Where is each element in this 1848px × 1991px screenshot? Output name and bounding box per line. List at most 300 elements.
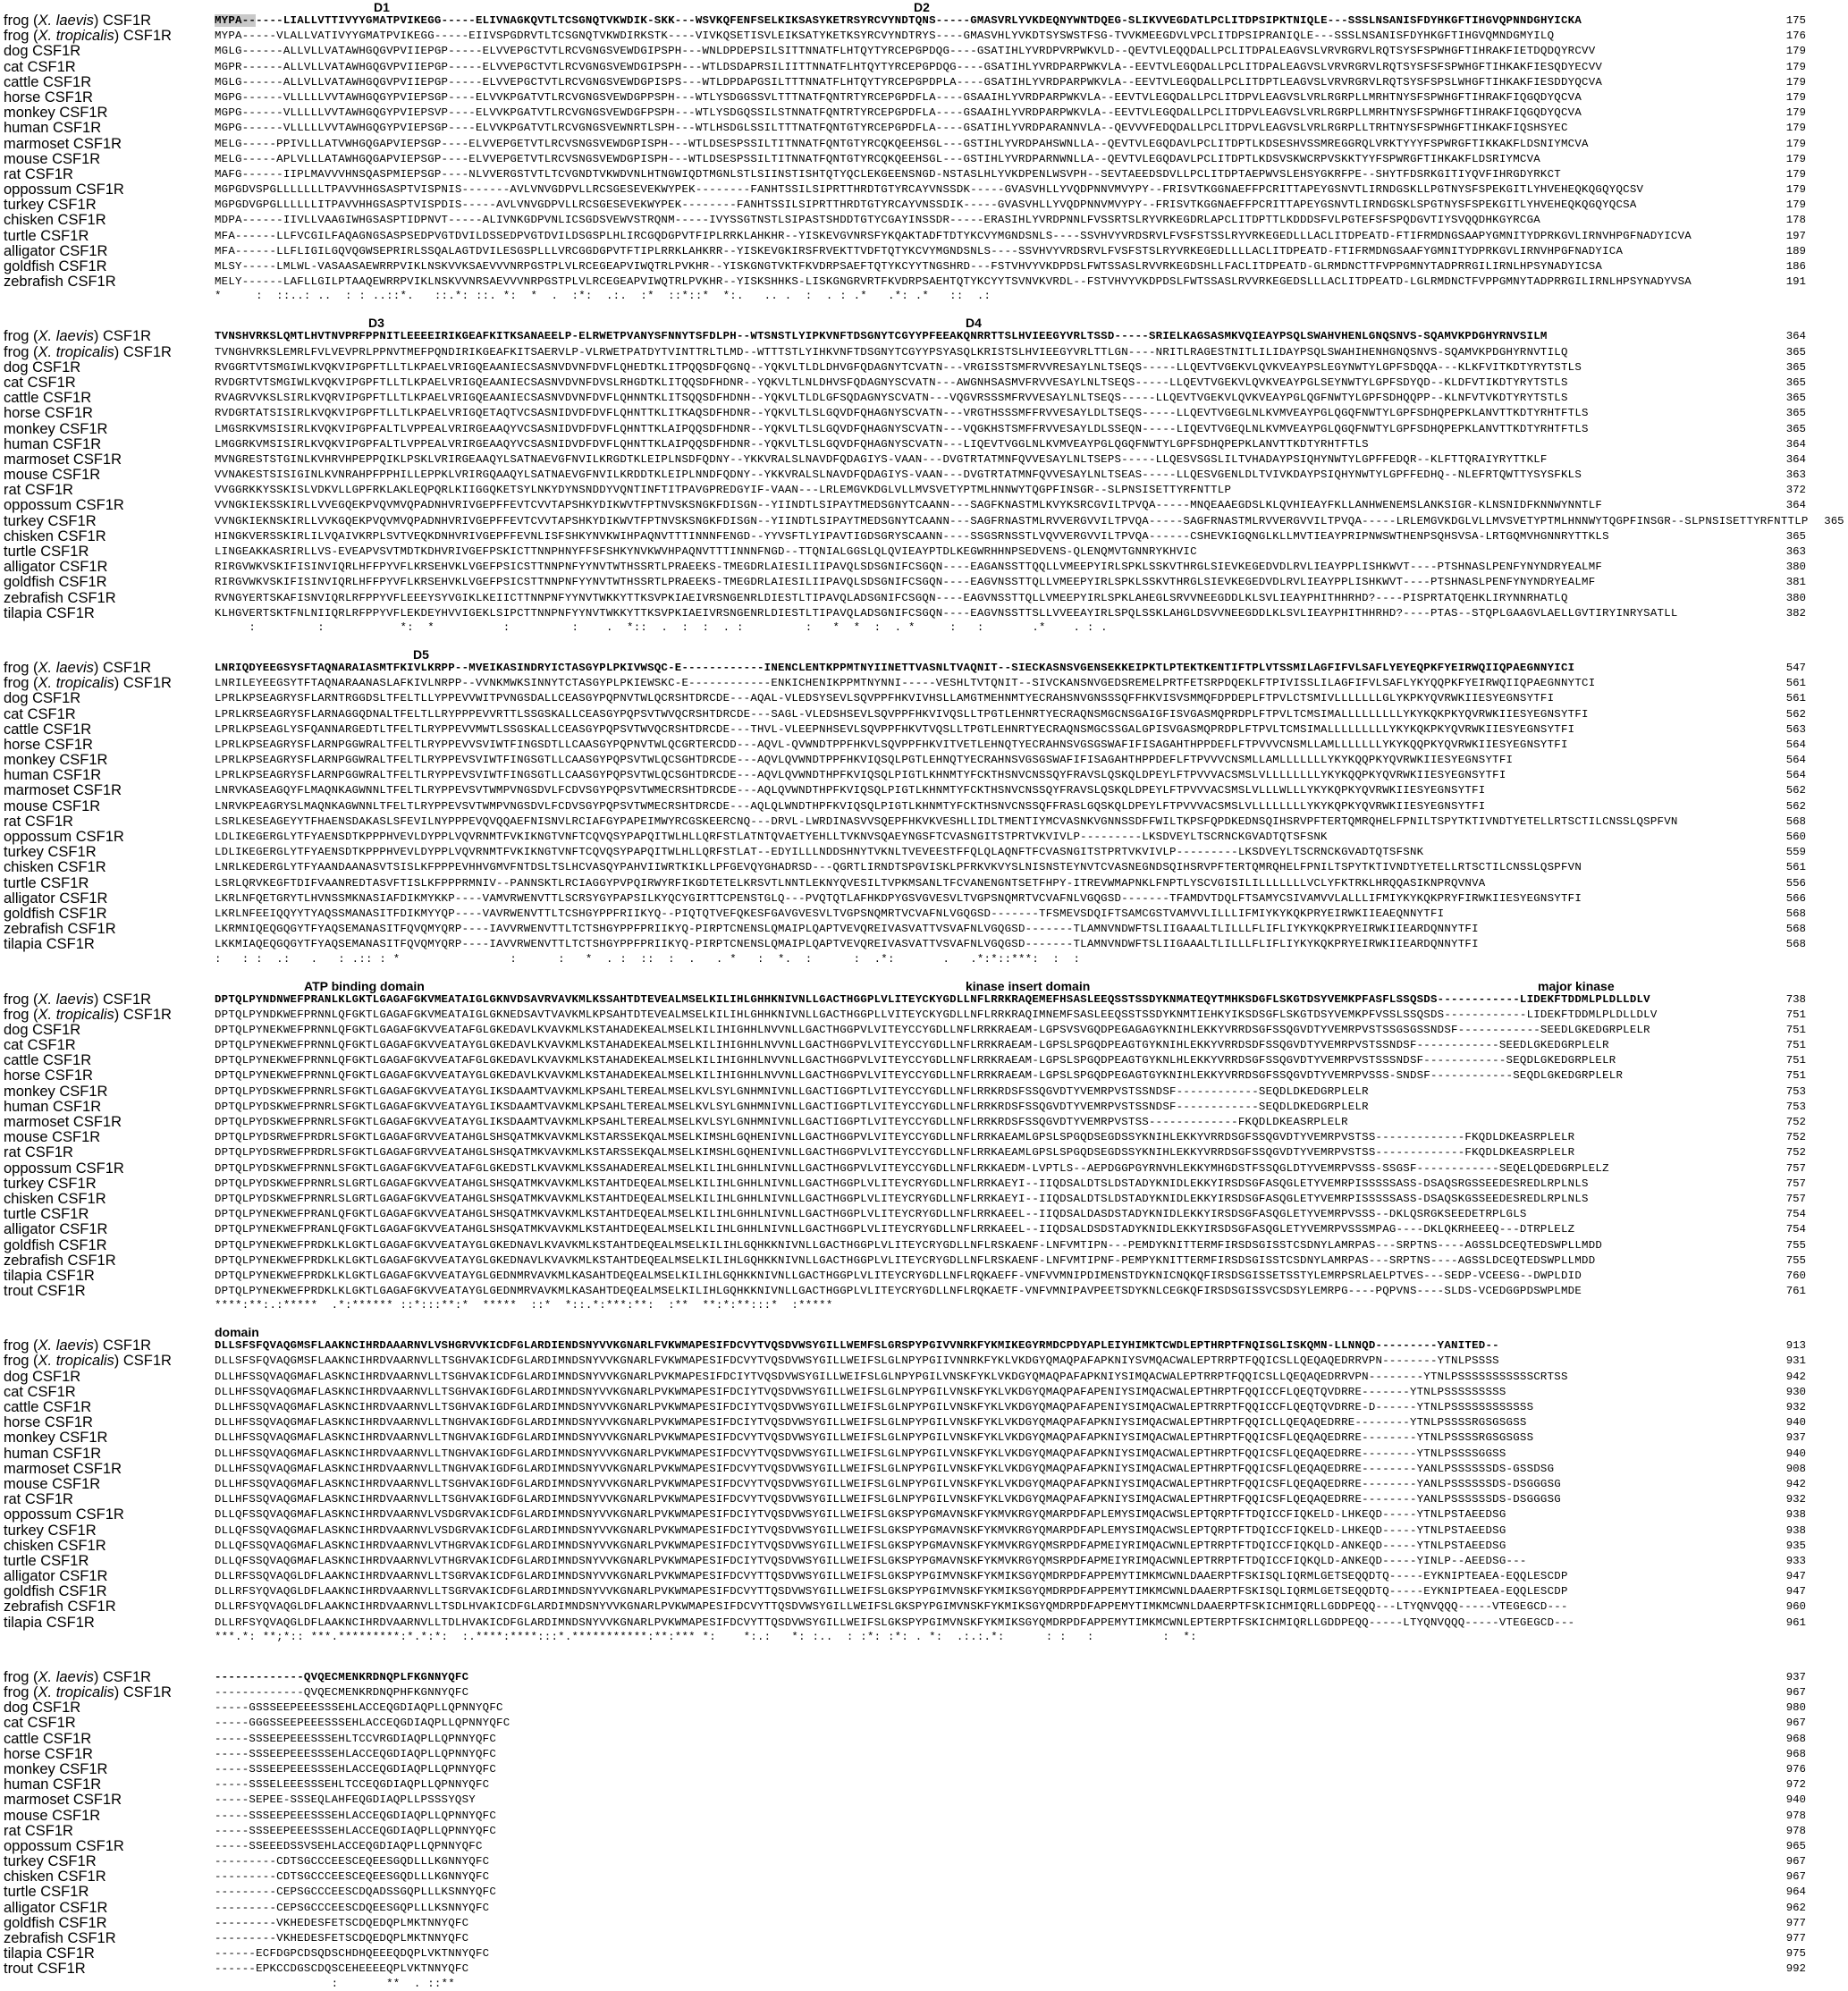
- residue-count: 908: [1785, 1462, 1806, 1475]
- residue-count: 365: [1785, 407, 1806, 420]
- species-label: cat CSF1R: [4, 1037, 76, 1054]
- species-label: monkey CSF1R: [4, 1760, 108, 1777]
- species-label: zebrafish CSF1R: [4, 274, 116, 291]
- domain-label-strip: [215, 979, 1810, 992]
- alignment-row: [0, 1023, 1810, 1038]
- sequence-text: LSRLQRVKEGFTDIFVAANREDTASVFTISLKFPPPRMNIV--PANNSKTLRCIAGGYPVPQIRWYRFIKGDTETELKRSVTLNNTLEKNYQVESILTVPKMSANLTFCVANENGNTSETFHPY-ITREVWMAPNKLFNPTLYSCVGISILILLLLLLLVCLYFKTRKLHRQQASIKNPRQVNVA: [215, 876, 1486, 890]
- alignment-row: [0, 1130, 1810, 1145]
- consensus-symbols: : : *: * : : . *:: . : : . : : * * : . * : : .* . : .: [215, 620, 1108, 634]
- species-label: turtle CSF1R: [4, 227, 89, 244]
- sequence-text: LDLIKEGERGLYTFYAENSDTKPPPHVEVLDYPPLVQVRNMTFVKIKNGTVNFTCQVQSYPAPQITWLHLLQRFSTLATNTQVAETYEHLLTVKNVSQAEYNGSFTCVASNGITSTPRTVKVIVLP---------LKSDVEYLTSCRNCKGVADTQTSFSNK: [215, 831, 1328, 843]
- sequence-text: MELG-----APLVLLLATAWHGQGAPVIEPSGP----ELVVEPGETVTLRCVSNGSVEWDGPISPH---WTLDSESPSSILTITNNATFQNTGTYRCQKQEEHSGL---GSTIHLYVRDPARNWNLLA--QEVTVLEGQDAVLPCLITDPTLKDSVSKWCRPVSKKTYYFSPWRGFTIHKAKFLDSRIYMCVA: [215, 152, 1540, 165]
- species-label: cat CSF1R: [4, 374, 76, 391]
- species-label: frog (X. tropicalis) CSF1R: [4, 1684, 172, 1700]
- residue-count: 175: [1785, 14, 1806, 27]
- species-label: rat CSF1R: [4, 1491, 73, 1508]
- species-label: turtle CSF1R: [4, 874, 89, 891]
- domain-label-strip: [215, 316, 1810, 329]
- species-label: monkey CSF1R: [4, 105, 108, 122]
- species-label: horse CSF1R: [4, 89, 93, 105]
- residue-count: 365: [1785, 422, 1806, 435]
- sequence-text: LINGEAKKASRIRLLVS-EVEAPVSVTMDTKDHVRIVGEFPSKICTTNNPHNYFFSFSHKYNVKWVHPAQNVTTTINNNFNGD--TTQNIALGGSLQLQVIEAYPTDLKEGWRHHNPSEDVENS-QLENQMVTGNNRYKHVIC: [215, 545, 1197, 558]
- sequence-text: DPTQLPYNEKWEFPRNNLQFGKTLGAGAFGKVVEATAYGLGKEDAVLKVAVKMLKSTAHADEKEALMSELKILIHIGHHLNVVNLLGACTHGGPVLVITEYCCYGDLLNFLRRKRAEAM-LGPSLSPGQDPEAGTGYKNIHLEKKYVRRDSDFSSQGVDTYVEMRPVSTSSNDSF------------SEEDLGKEDGRPLELR: [215, 1039, 1609, 1052]
- alignment-row: [0, 1554, 1810, 1569]
- alignment-row: [0, 329, 1810, 344]
- species-label: goldfish CSF1R: [4, 1914, 107, 1931]
- sequence-text: DPTQLPYNEKWEFPRNNLQFGKTLGAGAFGKVVEATAFGLGKEDAVLKVAVKMLKSTAHADEKEALMSELKILIHIGHHLNVVNLLGACTHGGPVLVITEYCCYGDLLNFLRRKRAEAM-LGPSVSVGQDPEGAGAGYKNIHLEKKYVRRDSGFSSQGVDTYVEMRPVSTSSGSGSSNDSF------------SEEDLGKEDGRPLELR: [215, 1023, 1650, 1036]
- species-label: frog (X. tropicalis) CSF1R: [4, 28, 172, 45]
- residue-count: 363: [1785, 468, 1806, 482]
- species-label: rat CSF1R: [4, 165, 73, 182]
- residue-count: 977: [1785, 1932, 1806, 1945]
- species-label: turtle CSF1R: [4, 1552, 89, 1569]
- alignment-row: [0, 1068, 1810, 1084]
- residue-count: 365: [1824, 514, 1844, 527]
- sequence-text: LNRILEYEEGSYTFTAQNARAANASLAFKIVLNRPP--VVNKMWKSINNYTCTASGYPLPKIEWSKC-E------------ENKICHENIKPPMTNYNNI-----VESHLTVTQNIT--SIVCKANSNVGEDSREMELPRTFETSRPDQEKLFTPIVISSLILAGFIFVLSAFLYKYQQPKFYEIRWQIIQPAEGNNYTCI: [215, 677, 1596, 690]
- species-label: monkey CSF1R: [4, 752, 108, 769]
- species-label: human CSF1R: [4, 1098, 102, 1115]
- species-latin-name: X. tropicalis: [38, 1684, 114, 1700]
- residue-count: 191: [1785, 275, 1806, 289]
- domain-label: domain: [215, 1325, 259, 1340]
- alignment-row: [0, 345, 1810, 360]
- sequence-text: DPTQLPYNEKWEFPRANLQFGKTLGAGAFGKVVEATAHGLSHSQATMKVAVKMLKSTAHTDEQEALMSELKILIHLGHHLNIVNLLGACTHGGPLVLITEYCRYGDLLNFLRRKAEEL--IIQDSALDSDSTADYKNIDLEKKYIRSDSGFASQGLETYVEMRPVSSSMPAG----DKLQKRHEEEQ---DTRPLELZ: [215, 1223, 1575, 1236]
- alignment-row: [0, 814, 1810, 830]
- domain-label: D1: [374, 0, 390, 14]
- species-latin-name: X. tropicalis: [38, 28, 114, 45]
- sequence-text: DLLRFSYQVAQGLDFLAAKNCIHRDVAARNVLLTSDLHVAKICDFGLARDIMNDSNYVVKGNARLPVKWMAPESIFDCVYTTQSDVWSYGILLWEIFSLGKSPYPGIMVNSKFYKMIKSGYQMDRPDFAPPEMYTIMKMCWNLDAAERPTFSKICHMIQRLLGDDPEQQ---LTYQNVQQQ-----VTEGEGCD---: [215, 1600, 1568, 1614]
- sequence-text: DPTQLPYDSRWEFPRDRLSFGKTLGAGAFGRVVEATAHGLSHSQATMKVAVKMLKSTARSSEKQALMSELKIMSHLGQHENIVNLLGACTHGGPVLVITEYCCYGDLLNFLRRKAEAMLGPSLSPGQDSEGDSSYKNIHLEKKYVRRDSGFSSQGVDTYVEMRPVSTSS-------------FKQDLDKEASRPLELR: [215, 1131, 1575, 1144]
- residue-count: 947: [1785, 1585, 1806, 1599]
- residue-count: 757: [1785, 1192, 1806, 1205]
- alignment-row: [0, 1599, 1810, 1615]
- species-label: turkey CSF1R: [4, 844, 97, 861]
- residue-count: 752: [1785, 1116, 1806, 1128]
- alignment-row: [0, 1569, 1810, 1584]
- species-label: zebrafish CSF1R: [4, 1930, 116, 1946]
- alignment-row: [0, 1777, 1810, 1793]
- alignment-row: [0, 1916, 1810, 1931]
- species-label: mouse CSF1R: [4, 797, 101, 814]
- sequence-text: MGPG------VLLLLLVVTAWHGQGYPVIEPSVP----ELVVKPGATVTLRCVGNGSVEWDGFPSPH---WTLYSDGQSSILSTNNATFQNTRTYRCEPGPDFLA----GSAAIHLYVRDPARPWKVLA--EEVTVLEGQDALLPCLITDPVLEAGVSLVRLRGRPLLMRHTNYSFSPWHGFTIHRAKFIQGQDYQCVA: [215, 106, 1582, 120]
- residue-count: 751: [1785, 1008, 1806, 1021]
- residue-count: 179: [1785, 167, 1806, 181]
- residue-count: 913: [1785, 1339, 1806, 1353]
- consensus-row: [0, 953, 1810, 966]
- species-label: human CSF1R: [4, 1776, 102, 1793]
- residue-count: 559: [1785, 846, 1806, 859]
- consensus-row: [0, 1631, 1810, 1644]
- sequence-text: HINGKVERSSKIRLILVQAIVKRPLSVTVEQKDNHVRIVGEPFFEVNLISFSHKYNVKWIHPAQNVTTTINNNFENGD--YYVSFTLYIPAVTIGDSGRYSCAANN----SSGSRNSSTLVQVVERGVVILTPVQA------CSHEVKIGQNGLKLLMVTIEAYPRIPNWSWTHENPSQHSVSA-LRTGQMVHGNNRYTTKLS: [215, 529, 1609, 543]
- alignment-row: [0, 1885, 1810, 1900]
- species-latin-name: X. laevis: [38, 1668, 94, 1685]
- sequence-text: -------------QVQECMENKRDNQPLFKGNNYQFC: [215, 1670, 469, 1683]
- alignment-row: [0, 60, 1810, 75]
- domain-label: D2: [914, 0, 930, 14]
- residue-count: 563: [1785, 722, 1806, 736]
- residue-count: 363: [1785, 545, 1806, 558]
- sequence-text: DPTQLPYDSRWEFPRDRLSFGKTLGAGAFGRVVEATAHGLSHSQATMKVAVKMLKSTARSSEKQALMSELKIMSHLGQHENIVNLLGACTHGGPVLVITEYCCYGDLLNFLRRKAEAMLGPSLSPGQDSEGDSSYKNIHLEKKYVRRDSGFSSQGVDTYVEMRPVSTSS-------------FKQDLDKEASRPLELR: [215, 1146, 1575, 1160]
- residue-count: 564: [1785, 754, 1806, 767]
- sequence-text: -----SSSELEEESSSEHLTCCEQGDIAQPLLQPNNYQFC: [215, 1778, 490, 1792]
- sequence-text: DLLQFSSQVAQGMAFLASKNCIHRDVAARNVLVTHGRVAKICDFGLARDIMNDSNYVVKGNARLPVKWMAPESIFDCIYTVQSDVWSYGILLWEIFSLGKSPYPGMAVNSKFYKMVKRGYQMSRPDFAPMEIYRIMQACWNLEPTRRPTFTDQICCFIQKQLD-ANKEQD-----YTNLPSTAEEDSG: [215, 1539, 1506, 1552]
- sequence-text: LPRLKPSEAGRYSFLARNPGGWRALTFELTLRYPPEVSVIWTFINGSGTLLCAASGYPQPSVTWLQCSGHTDRCDE---AQVLQVWNDTPPFHKVIQSQLPGTLEHNQTYECRAHNSVGSGSWAFIFISAGAHTHPPDEFLFTPVVVCNSMLLAMLLLLLLLYKYKQQPKYQVRWKIIESYEGNSYTFI: [215, 754, 1514, 767]
- residue-count: 972: [1785, 1778, 1806, 1792]
- residue-count: 752: [1785, 1146, 1806, 1160]
- residue-count: 372: [1785, 484, 1806, 497]
- alignment-row: [0, 560, 1810, 575]
- residue-count: 179: [1785, 45, 1806, 58]
- sequence-text: DPTQLPYNDNWEFPRANLKLGKTLGAGAFGKVMEATAIGLGKNVDSAVRVAVKMLKSSAHTDTEVEALMSELKILIHLGHHKNIVNLLGACTHGGPLVLITEYCKYGDLLNFLRRKRAQEMEFHSASLEEQSSTSSDYKNMATEQYTMHKSDGFLSKGTDSYVEMKPFASFLSSQSDS------------LIDEKFTDDMLPLDLLDLV: [215, 992, 1650, 1006]
- alignment-row: [0, 1400, 1810, 1415]
- species-label: goldfish CSF1R: [4, 905, 107, 922]
- residue-count: 364: [1785, 452, 1806, 466]
- alignment-row: [0, 1523, 1810, 1539]
- residue-count: 564: [1785, 738, 1806, 751]
- sequence-text: DLLHFSSQVAQGMAFLASKNCIHRDVAARNVLLTNGHVAKIGDFGLARDIMNDSNYVVKGNARLPVKWMAPESIFDCVYTVQSDVWSYGILLWEIFSLGLNPYPGILVNSKFYKLVKDGYQMAQPAFAPKNIYSIMQACWALEPTHRPTFQQICSFLQEQAQEDRRE--------YTNLPSSSSGGSS: [215, 1447, 1506, 1460]
- alignment-row: [0, 691, 1810, 706]
- species-label: trout CSF1R: [4, 1283, 86, 1300]
- species-label: alligator CSF1R: [4, 1568, 108, 1585]
- alignment-row: [0, 937, 1810, 952]
- shaded-region: MYPA--: [215, 14, 257, 27]
- alignment-row: [0, 1616, 1810, 1631]
- sequence-text: MFA------LLFVCGILFAQAGNGSASPSEDPVGTDVILDSSEDPVGTDVILDSGSPLHLIRCGQDGPVTFIPLRRKLAHKHR--YISKEVGVNRSFYKQAKTADFTDTYKCVYMGNDSNLS----SSVHVYVRDSRVLFVSFSTSSLRYVRKEGEDLLLACLITDPEATD-FTIFRMDNGSAAPYGMNITYDPRKGVLIRNVHPGFNADYICVA: [215, 229, 1692, 242]
- species-label: frog (X. tropicalis) CSF1R: [4, 1353, 172, 1370]
- sequence-text: MGPG------VLLLLLVVTAWHGQGYPVIEPSGP----ELVVKPGATVTLRCVGNGSVEWDGPPSPH---WTLYSDGGSSVLTTTNATFQNTRTYRCEPGPDFLA----GSAAIHLYVRDPARPWKVLA--EEVTVLEGQDALLPCLITDPVLEAGVSLVRLRGRPLLMRHTNYSFSPWHGFTIHRAKFIQGQDYQCVA: [215, 90, 1582, 104]
- sequence-text: DPTQLPYDSKWEFPRNRLSFGKTLGAGAFGKVVEATAYGLIKSDAAMTVAVKMLKPSAHLTEREALMSELKVLSYLGNHMNIVNLLGACTIGGPTLVITEYCCYGDLLNFLRRKRDSFSSQGVDTYVEMRPVSTSS-------------FKQDLDKEASRPLELR: [215, 1116, 1348, 1128]
- alignment-row: [0, 182, 1810, 198]
- domain-label: kinase insert domain: [966, 978, 1091, 993]
- species-label: cat CSF1R: [4, 58, 76, 75]
- alignment-row: [0, 375, 1810, 391]
- sequence-text: DPTQLPYNEKWEFPRNNLQFGKTLGAGAFGKVVEATAYGLGKEDAVLKVAVKMLKSTAHADEKEALMSELKILIHIGHHLNVVNLLGACTHGGPVLVITEYCCYGDLLNFLRRKRAEAM-LGPSLSPGQDPEGAGTGYKNIHLEKKYVRRDSGFSSQGVDTYVEMRPVSSS-SNDSF------------SEQDLGKEDGRPLELR: [215, 1069, 1624, 1083]
- species-latin-name: X. laevis: [38, 13, 94, 29]
- residue-count: 179: [1785, 90, 1806, 104]
- alignment-row: [0, 44, 1810, 59]
- species-latin-name: X. laevis: [38, 659, 94, 676]
- species-label: chisken CSF1R: [4, 1537, 106, 1554]
- species-label: marmoset CSF1R: [4, 1460, 122, 1477]
- domain-label-strip: [215, 1657, 1810, 1670]
- species-label: dog CSF1R: [4, 43, 81, 60]
- species-label: cat CSF1R: [4, 705, 76, 722]
- sequence-text: RIRGVWKVSKIFISINVIQRLHFFPYVFLKRSEHVKLVGEFPSICSTTNNPNFYYNVTWTHSSRTLPRAEEKS-TMEGDRLAIESILIIPAVQLSDSGNIFCSGQN----EAGANSSTTQQLLVMEEPYIRLSPKLSSKVTHRGLSIEVKEGEDVDLRVLIEAYPPLISHKWVT----PTSHNASLPENFYNYNDRYEALMF: [215, 561, 1603, 574]
- residue-count: 977: [1785, 1916, 1806, 1929]
- residue-count: 568: [1785, 923, 1806, 936]
- sequence-text: -----SSSEEPEEESSSEHLACCEQGDIAQPLLQPNNYQFC: [215, 1809, 497, 1822]
- alignment-row: [0, 1238, 1810, 1253]
- species-label: cattle CSF1R: [4, 1399, 92, 1415]
- alignment-row: [0, 1053, 1810, 1068]
- residue-count: 757: [1785, 1177, 1806, 1190]
- sequence-text: DLLHFSSQVAQGMAFLASKNCIHRDVAARNVLLTSGHVAKICDFGLARDIMNDSNYVVKGNARLPVKMAPESIFDCIYTVQSDVWSYGILLWEIFSLGLNPYPGILVNSKFYKLVKDGYQMAQPAFAPKNIYSIMQACWALEPTRRPTFQQICSLLQEQAQEDRRVPN--------YTNLPSSSSSSSSSSSCRTSS: [215, 1370, 1568, 1383]
- sequence-text: MGPGDVGPGLLLLLLITPAVVHHGSASPTVISPDIS-----AVLVNVGDPVLLRCSGESEVEKWYPEK--------FANHTSSILSIPRTTHRDTGTYRCAYVNSSDIK-----GVASVHLLYVQDPNNVMVYPY--FRISVTKGGNAEFFPCRITTAPEYGSNVTLIRNDGSKLSPGTNYSFSPEKGITLYHVEHEQKQGQYQCSA: [215, 198, 1637, 212]
- alignment-row: [0, 1115, 1810, 1130]
- species-label: rat CSF1R: [4, 1144, 73, 1161]
- sequence-text: DLLHFSSQVAQGMAFLASKNCIHRDVAARNVLLTNGHVAKIGDFGLARDIMNDSNYVVKGNARLPVKWMAPESIFDCVYTVQSDVWSYGILLWEIFSLGLNPYPGILVNSKFYKLVKDGYQMAQPAFAPKNIYSIMQACWALEPTHRPTFQQICSFLQEQAQEDRRE--------YANLPSSSSSSDS-GSSDSG: [215, 1462, 1555, 1475]
- sequence-text: MDPA------IIVLLVAAGIWHGSASPTIDPNVT-----ALIVNKGDPVNLICSGDSVEWVSTRQNM-----IVYSSGTNSTLSIPASTSHDDTGTYCGAYINSSDR-----ERASIHLYVRDPNNLFVSSRTSLRYVRKEGDRLAPCLITDPTTLKDDDSFVLPGTEFSFSPQDGVTIYSVQQDHKGYRCGA: [215, 214, 1540, 227]
- alignment-row: [0, 676, 1810, 691]
- domain-label: ATP binding domain: [304, 978, 425, 993]
- consensus-symbols: : ** . ::**: [215, 1977, 455, 1990]
- species-label: cat CSF1R: [4, 1715, 76, 1732]
- residue-count: 965: [1785, 1839, 1806, 1852]
- alignment-row: [0, 259, 1810, 274]
- sequence-text: DLLRFSYQVAQGLDFLAAKNCIHRDVAARNVLLTSGRVAKICDFGLARDIMNDSNYVVKGNARLPVKWMAPESIFDCVYTTQSDVWSYGILLWEIFSLGKSPYPGIMVNSKFYKMIKSGYQMDRPDFAPPEMYTIMKMCWNLDAAERPTFSKISQLIQRMLGETSEQQDTQ-----EYKNIPTEAEA-EQQLESCDP: [215, 1585, 1568, 1599]
- sequence-text: DPTQLPYDSKWEFPRNNLSFGKTLGAGAFGKVVEATAFGLGKEDSTLKVAVKMLKSSAHADEREALMSELKILIHLGHHLNIVNLLGACTHGGPVLVITEYCCYGDLLNFLRKKAEDM-LVPTLS--AEPDGGPGYRNVHLEKKYMHGDSTFSSQGLDTYVEMRPVSSS-SSGSF------------SEQELQDEDGRPLELZ: [215, 1161, 1609, 1175]
- domain-label: D3: [368, 316, 384, 331]
- alignment-row: [0, 121, 1810, 136]
- sequence-text: LKRMNIQEQGQGYTFYAQSEMANASITFQVQMYQRP----IAVVRWENVTTLTCTSHGYPPFPRIIKYQ-PIRPTCNENSLQMAIPLQAPTVEVQREIVASVATTVSVAFNLVGQGSD-------TLAMNVNDWFTSLIIGAAALTLILLLFLIFLIYKYKQKPRYEIRWKIIEARDQNNYTFI: [215, 923, 1479, 936]
- residue-count: 365: [1785, 529, 1806, 543]
- species-label: chisken CSF1R: [4, 859, 106, 876]
- species-label: human CSF1R: [4, 1445, 102, 1462]
- species-label: marmoset CSF1R: [4, 1114, 122, 1130]
- residue-count: 365: [1785, 345, 1806, 359]
- sequence-text: DLLRFSYQVAQGLDFLAAKNCIHRDVAARNVLLTDLHVAKICDFGLARDIMNDSNYVVKGNARLPVKWMAPESIFDCVYTTQSDVWSYGILLWEIFSLGKSPYPGIMVNSKFYKMIKSGYQMDRPDFAPPEMYTIMKMCWNLEPTERPTFSKICHMIQRLLGDDPEQQ-----LTYQNVQQQ-----VTEGEGCD---: [215, 1616, 1575, 1629]
- sequence-text: LPRLKPSEAGRYSFLARNTRGGDSLTFELTLLYPPEVVWITPVNGSDALLCEASGYPQPNVTWLQCRSHTDRCDE---AQAL-VLEDSYSEVLSQVPPFHKVIVHSLLAMGTMEHNMTYECRAHSNVGNSSSQFFHKVISVSMMQFDPDEPLFTPVLCTSMIVLLLLLLLGLYKPKYQVRWKIIESYEGNSYTFI: [215, 692, 1555, 705]
- residue-count: 961: [1785, 1616, 1806, 1629]
- sequence-text: DLLRFSSQVAQGLDFLAAKNCIHRDVAARNVLLTSGRVAKICDFGLARDIMNDSNYVVKGNARLPVKWMAPESIFDCVYTTQSDVWSYGILLWEIFSLGKSPYPGIMVNSKFYKMIKSGYQMDRPDFAPPEMYTIMKMCWNLDAAERPTFSKISQLIQRMLGETSEQQDTQ-----EYKNIPTEAEA-EQQLESCDP: [215, 1570, 1568, 1583]
- alignment-row: [0, 1145, 1810, 1160]
- alignment-row: [0, 75, 1810, 90]
- alignment-row: [0, 1946, 1810, 1961]
- residue-count: 562: [1785, 707, 1806, 721]
- residue-count: 755: [1785, 1238, 1806, 1252]
- alignment-row: [0, 1338, 1810, 1354]
- residue-count: 364: [1785, 499, 1806, 512]
- sequence-text: MYPA------LIALLVTTIVYYGMATPVIKEGG-----ELIVNAGKQVTLTCSGNQTVKWDIK-SKK---WSVKQFENFSELKIKSASYKETRSYRCVYNDTQNS-----GMASVRLYVKDEQNYWNTDQEG-SLIKVVEGDATLPCLITDPSIPKTNIQLE---SSSLNSANISFDYHKGFTIHGVQPNNDGHYICKA: [215, 14, 1582, 27]
- sequence-text: ---------VKHEDESFETSCDQEDQPLMKTNNYQFC: [215, 1916, 469, 1929]
- residue-count: 930: [1785, 1385, 1806, 1398]
- alignment-row: [0, 1700, 1810, 1716]
- alignment-row: [0, 1961, 1810, 1977]
- residue-count: 975: [1785, 1947, 1806, 1961]
- species-label: mouse CSF1R: [4, 1129, 101, 1146]
- domain-label-strip: [215, 647, 1810, 661]
- alignment-row: [0, 213, 1810, 228]
- residue-count: 754: [1785, 1208, 1806, 1221]
- species-label: mouse CSF1R: [4, 1807, 101, 1824]
- residue-count: 964: [1785, 1886, 1806, 1899]
- species-label: turtle CSF1R: [4, 1206, 89, 1223]
- alignment-row: [0, 152, 1810, 167]
- species-label: cat CSF1R: [4, 1383, 76, 1400]
- species-label: chisken CSF1R: [4, 1869, 106, 1886]
- alignment-row: [0, 1584, 1810, 1599]
- sequence-text: DLLQFSSQVAQGMAFLASKNCIHRDVAARNVLVSDGRVAKICDFGLARDIMNDSNYVVKGNARLPVKWMAPESIFDCIYTVQSDVWSYGILLWEIFSLGKSPYPGMAVNSKFYKMVKRGYQMARPDFAPLEMYSIMQACWSLEPTQRPTFTDQICCFIQKELD-LHKEQD-----YTNLPSTAEEDSG: [215, 1523, 1506, 1537]
- alignment-row: [0, 1670, 1810, 1685]
- alignment-row: [0, 1839, 1810, 1854]
- species-label: goldfish CSF1R: [4, 1236, 107, 1253]
- alignment-row: [0, 1732, 1810, 1747]
- residue-count: 556: [1785, 876, 1806, 890]
- sequence-text: -----SSSEEPEEESSSEHLTCCVRGDIAQPLLQPNNYQFC: [215, 1732, 497, 1745]
- residue-count: 968: [1785, 1732, 1806, 1745]
- sequence-text: KLHGVERTSKTFNLNIIQRLRFPPYVFLEKDEYHVVIGEKLSIPCTTNNPNFYYNVTWKKYTTKSVPKIAEIVRSNGENRLDIESTLTIPAVQLADSGNIFCSGQN----EAGVNSSTTSLLVVEEAYIRLSPQLSSKLAHGLDSVVNEEGDDLKLSVLIEAYPHITHHRHD?----PTAS--STQPLGAAGVLAELLGVTIRYINRYSATLL: [215, 606, 1678, 620]
- alignment-row: [0, 1762, 1810, 1777]
- species-latin-name: X. tropicalis: [38, 343, 114, 360]
- residue-count: 960: [1785, 1600, 1806, 1614]
- sequence-text: MVNGRESTSTGINLKVHRVHPEPPQIKLPSKLVRIRGEAAQYLSATNAEVGFNVILKRGDTKLEIPLNSDFQDNY--YKKVRALSLNAVDFQDAGIYS-VAAN---DVGTRTATMNFQVVESAYLNLTSEPS-----LLQESVSGSLILTVHADAYPSIQHYNWTYLGPFFEDQR--KLFTTQRAIYRYTTKLF: [215, 452, 1548, 466]
- alignment-row: [0, 922, 1810, 937]
- residue-count: 947: [1785, 1570, 1806, 1583]
- consensus-symbols: : : : .: . : .:: : * : : * . : :: : . . * : *. : : .*: . .*:*::***: : :: [215, 952, 1081, 966]
- species-label: tilapia CSF1R: [4, 1945, 95, 1962]
- sequence-text: RIRGVWKVSKIFISINVIQRLHFFPYVFLKRSEHVKLVGEFPSICSTTNNPNFYYNVTWTHSSRTLPRAEEKS-TMEGDRLAIESILIIPAVQLSDSGNIFCSGQN----EAGVNSSTTQLLVMEEPYIRLSPKLSSKVTHRGLSIEVKEGEDVDLRVLIEAYPPLISHKWVT----PTSHNASLPENFYNYNDRYEALMF: [215, 576, 1596, 589]
- sequence-text: DPTQLPYNEKWEFPRDKLKLGKTLGAGAFGKVVEATAYGLGEDNMRVAVKMLKASAHTDEQEALMSELKILIHLGQHKKNIVNLLGACTHGGPLVLITEYCRYGDLLNFLRQKAEFF-VNFVVMNIPDIMENSTDYKNICNQKQFIRSDSGISSETSSTYLEMRPSRLAELPTVES---SEDP-VCEESG--DWPLDID: [215, 1269, 1582, 1282]
- species-label: rat CSF1R: [4, 482, 73, 499]
- species-label: frog (X. laevis) CSF1R: [4, 13, 152, 29]
- residue-count: 754: [1785, 1223, 1806, 1236]
- species-label: horse CSF1R: [4, 1745, 93, 1762]
- species-label: oppossum CSF1R: [4, 829, 124, 845]
- alignment-row: [0, 1370, 1810, 1385]
- alignment-row: [0, 891, 1810, 907]
- residue-count: 940: [1785, 1793, 1806, 1807]
- alignment-row: [0, 512, 1844, 529]
- species-label: cattle CSF1R: [4, 1730, 92, 1747]
- alignment-row: [0, 1177, 1810, 1192]
- residue-count: 179: [1785, 152, 1806, 165]
- residue-count: 942: [1785, 1477, 1806, 1490]
- sequence-text: LPRLKPSEAGRYSFLARNPGGWRALTFELTLRYPPEVSVIWTFINGSGTLLCAASGYPQPSVTWLQCSGHTDRCDE---AQVLQVWNDTHPFKVIQSQLPIGTLKHNMTYFCKTHSNVCNSSQYFRAVSLQSKQLDPEYLFTPVVVACSMSLVLLLLLLLLYKYKQQPKYQVRWKIIESYEGNSYTFI: [215, 769, 1506, 782]
- alignment-row: [0, 1685, 1810, 1700]
- sequence-text: TVNSHVRKSLQMTLHVTNVPRFPPNITLEEEEIRIKGEAFKITKSANAEELP-ELRWETPVANYSFNNYTSFDLPH--WTSNSTLYIPKVNFTDSGNYTCGYYPFEEAKQNRRTTSLHVIEEGYVRLTSSD-----SRIELKAGSASMKVQIEAYPSQLSWAHVHENLGNQSNVS-SQAMVKPDGHYRNVSILM: [215, 330, 1548, 343]
- species-label: oppossum CSF1R: [4, 1160, 124, 1177]
- species-latin-name: X. tropicalis: [38, 1006, 114, 1023]
- sequence-text: LNRVKASEAGQYFLMAQNKAGWNNLTFELTLRYPPEVSVTWMPVNGSDVLFCDVSGYPQPSVTWMECRSHTDRCDE---AQLQVWNDTHPFKVIQSQLPIGTLKHNMTYFCKTHSNVCNSSQYFRAVSLQSKQLDPEYLFTPVVVACSMSLVLLLWLLLYKYKQPKYQVRWKIIESYEGNSYTFI: [215, 784, 1486, 797]
- species-label: horse CSF1R: [4, 1414, 93, 1431]
- alignment-row: [0, 452, 1810, 468]
- sequence-text: -----SEPEE-SSSEQLAHFEQGDIAQPLLPSSSYQSY: [215, 1793, 476, 1807]
- residue-count: 967: [1785, 1855, 1806, 1869]
- residue-count: 381: [1785, 576, 1806, 589]
- species-label: frog (X. laevis) CSF1R: [4, 328, 152, 345]
- sequence-text: VVNAKESTSISIGINLKVNRAHPFPPHILLEPPKLVRIRGQAAQYLSATNAEVGFNVILKRDDTKLEIPLNNDFQDNY--YKKVRALSLNAVDFQDAGIYS-VAAN---DVGTRTATMNFQVVESAYLNLTSEAS-----LLQESVGENLDLTVIVKDAYPSIQHYNWTYLGPFFEDHQ--NLEFRTQWTTYSYSFKLS: [215, 468, 1582, 482]
- species-label: marmoset CSF1R: [4, 135, 122, 152]
- sequence-text: RVNGYERTSKAFISNVIQRLRFPPYVFLEEEYSYVGIKLKEIICTTNNPNFYYNVTWKKYTTKSVPKIAEIVRSNGENRLDIESTLTIPAVQLADSGNIFCSGQN----EAGVNSSTTQLLVMEEPYIRLSPKLAHEGLSRVVNEEGDDLKLSVLIEAYPHITHHRHD?----PISPRTATQEHKLIRYNNRHATLQ: [215, 591, 1568, 604]
- sequence-text: MGPR------ALLVLLVATAWHGQGVPVIIEPGP-----ELVVEPGCTVTLRCVGNGSVEWDGIPSPH---WTLDSDAPRSILIITTNNATFLHTQYTYRCEPGPDQG----GSATIHLYVRDPARPWKVLA--EEVTVLEGQDALLPCLITDPALEAGVSLVRVRGRVLRQTSYSFSFSPWHGFTIHKAKFIESQDYECVV: [215, 60, 1603, 73]
- alignment-row: [0, 1824, 1810, 1839]
- species-label: goldfish CSF1R: [4, 574, 107, 591]
- alignment-row: [0, 90, 1810, 105]
- species-label: frog (X. tropicalis) CSF1R: [4, 675, 172, 692]
- residue-count: 566: [1785, 891, 1806, 905]
- sequence-text: -----SSSEEPEEESSSEHLACCEQGDIAQPLLQPNNYQFC: [215, 1824, 497, 1837]
- species-label: frog (X. laevis) CSF1R: [4, 659, 152, 676]
- species-label: turkey CSF1R: [4, 197, 97, 214]
- species-label: zebrafish CSF1R: [4, 1252, 116, 1269]
- sequence-text: DLLHFSSQVAQGMAFLASKNCIHRDVAARNVLLTNGHVAKIGDFGLARDIMNDSNYVVKGNARLPVKWMAPESIFDCVYTVQSDVWSYGILLWEIFSLGLNPYPGILVNSKFYKLVKDGYQMAQPAFAPKNIYSIMQACWALEPTHRPTFQQICSFLQEQAQEDRRE--------YTNLPSSSSRGSGSGSS: [215, 1431, 1534, 1445]
- alignment-row: [0, 799, 1810, 814]
- alignment-row: [0, 1430, 1810, 1446]
- species-label: cattle CSF1R: [4, 1052, 92, 1069]
- consensus-label-spacer: [0, 621, 215, 635]
- sequence-text: VVNGKIEKNSKIRLLVVKGQEKPVQVMVQPADNHVRIVGEPFFEVTCVVTAPSHKYDIKWVTFPTNVSKSNGKFDISGN--YIINDTLSIPAYTMEDSGNYTCAANN---SAGFRNASTMLRVVERGVVILTPVQA-----SAGFRNASTMLRVVERGVVILTPVQA-----LRLEMGVKDGLVLLMVSVETYPTMLHNNWYTQGPFINSGR--SLPNSISETTYRFNTTLP: [215, 514, 1809, 527]
- species-label: dog CSF1R: [4, 359, 81, 375]
- sequence-text: ---------CDTSGCCCEESCEQEESGQDLLLKGNNYQFC: [215, 1855, 490, 1869]
- species-label: marmoset CSF1R: [4, 1792, 122, 1809]
- alignment-row: [0, 1161, 1810, 1177]
- alignment-row: [0, 391, 1810, 406]
- residue-count: 186: [1785, 260, 1806, 273]
- alignment-row: [0, 1854, 1810, 1869]
- residue-count: 178: [1785, 214, 1806, 227]
- residue-count: 561: [1785, 861, 1806, 874]
- species-label: chisken CSF1R: [4, 212, 106, 229]
- species-latin-name: X. laevis: [38, 991, 94, 1008]
- consensus-symbols: * : ::..: .. : : ..::*. ::.*: ::. *: * . :*: .:. :* ::*::* *:. .. . : . : .* .*: .* :: .:: [215, 290, 992, 303]
- residue-count: 176: [1785, 30, 1806, 43]
- species-label: goldfish CSF1R: [4, 1583, 107, 1600]
- alignment-row: [0, 29, 1810, 44]
- alignment-row: [0, 738, 1810, 753]
- sequence-text: ---------CEPSGCCCEESCDQADSSGQPLLLKSNNYQFC: [215, 1886, 497, 1899]
- residue-count: 179: [1785, 106, 1806, 120]
- domain-label: major kinase: [1538, 978, 1615, 993]
- alignment-block: [0, 1325, 1810, 1644]
- alignment-row: [0, 167, 1810, 182]
- sequence-text: LPRLKPSEAGLYSFQANNARGEDTLTFELTLRYPPEVVMWTLSSGSKALLCEASGYPQPSVTWVQCRSHTDRCDE---THVL-VLEEPNHSEVLSQVPPFHKVTVQSLLTPGTLEHNRTYECRAQNSMGCSSGALGPISVGASMQPRDPLFTPVLTCMSIMALLLLLLLLLYKYKQKPKYQVRWKIIESYEGNSYTFI: [215, 722, 1575, 736]
- sequence-text: DLLHFSSQVAQGMAFLASKNCIHRDVAARNVLLTSGHVAKIGDFGLARDIMNDSNYVVKGNARLPVKWMAPESIFDCIYTVQSDVWSYGILLWEIFSLGLNPYPGILVNSKFYKLVKDGYQMAQPAFAPENIYSIMQACWALEPTHRPTFQQICCFLQEQTQVDRRE-------YTNLPSSSSSSSSS: [215, 1385, 1506, 1398]
- species-label: horse CSF1R: [4, 1067, 93, 1084]
- species-latin-name: X. laevis: [38, 1337, 94, 1354]
- residue-count: 933: [1785, 1554, 1806, 1567]
- sequence-text: LPRLKRSEAGRYSFLARNAGGQDNALTFELTLLRYPPPEVVRTTLSSGSKALLCEASGYPQPSVTWVQCRSHTDRCDE---SAGL-VLEDSHSEVLSQVPPFHKVIVQSLLTPGTLEHNRTYECRAQNSMGCNSGAIGFISVGASMQPRDPLFTPVLTCMSIMALLLLLLLLLYKYKQKPKYQVRWKIIESYEGNSYTFI: [215, 707, 1589, 721]
- alignment-row: [0, 907, 1810, 922]
- residue-count: 967: [1785, 1870, 1806, 1884]
- residue-count: 380: [1785, 591, 1806, 604]
- residue-count: 938: [1785, 1523, 1806, 1537]
- sequence-text: MFA------LLFLIGILGQVQGWSEPRIRLSSQALAGTDVILESGSPLLLVRCGGDGPVTFTIPLRRKLAHKRR--YISKEVGKIRSFRVEKTTVDFTQTYKCVYMGNDSNLS----SSVHVYVRDSRVLFVSFSTSLRYVRKEGEDLLLLACLITDPEATD-FTIFRMDNGSAAFYGMNITYDPRKGVLIRNVHPGFNADYICA: [215, 244, 1624, 257]
- species-label: tilapia CSF1R: [4, 936, 95, 953]
- species-label: dog CSF1R: [4, 1021, 81, 1038]
- residue-count: 932: [1785, 1401, 1806, 1413]
- residue-count: 937: [1785, 1431, 1806, 1445]
- residue-count: 942: [1785, 1370, 1806, 1383]
- residue-count: 179: [1785, 198, 1806, 212]
- sequence-text: LKKMIAQEQGQGYTFYAQSEMANASITFQVQMYQRP----IAVVRWENVTTLTCTSHGYPPFPRIIKYQ-PIRPTCNENSLQMAIPLQAPTVEVQREIVASVATTVSVAFNLVGQGSD-------TLAMNVNDWFTSLIIGAAALTLILLLFLIFLIYKYKQKPRYEIRWKIIEARDQNNYTFI: [215, 938, 1479, 951]
- sequence-text: DPTQLPYNEKWEFPRDKLKLGKTLGAGAFGKVVEATAYGLGEDNMRVAVKMLKASAHTDEQEALMSELKILIHLGQHKKNIVNLLGACTHGGPLVLITEYCRYGDLLNFLRQKAETF-VNFVMNIPAVPEETSDYKNLCEGKQFIRSDSGISSVCSDSYLEMRPG----PQPVNS----SLDS-VCEDGGPDSWPLMDE: [215, 1285, 1582, 1298]
- species-label: turtle CSF1R: [4, 1884, 89, 1901]
- alignment-row: [0, 422, 1810, 437]
- residue-count: 753: [1785, 1084, 1806, 1098]
- residue-count: 940: [1785, 1447, 1806, 1460]
- alignment-row: [0, 845, 1810, 860]
- species-label: frog (X. laevis) CSF1R: [4, 1668, 152, 1685]
- residue-count: 938: [1785, 1508, 1806, 1522]
- species-label: tilapia CSF1R: [4, 1267, 95, 1284]
- residue-count: 364: [1785, 330, 1806, 343]
- sequence-text: DPTQLPYDSKWEFPRNRLSFGKTLGAGAFGKVVEATAYGLIKSDAAMTVAVKMLKPSAHLTEREALMSELKVLSYLGNHMNIVNLLGACTIGGPTLVITEYCCYGDLLNFLRRKRDSFSSQGVDTYVEMRPVSTSSNDSF------------SEQDLDKEDGRPLELR: [215, 1084, 1369, 1098]
- alignment-row: [0, 1747, 1810, 1762]
- species-label: frog (X. tropicalis) CSF1R: [4, 343, 172, 360]
- species-label: alligator CSF1R: [4, 890, 108, 907]
- residue-count: 967: [1785, 1686, 1806, 1699]
- residue-count: 179: [1785, 122, 1806, 135]
- species-label: alligator CSF1R: [4, 559, 108, 576]
- species-label: turkey CSF1R: [4, 512, 97, 529]
- species-label: chisken CSF1R: [4, 1190, 106, 1207]
- species-label: dog CSF1R: [4, 690, 81, 707]
- domain-label: D5: [413, 646, 429, 662]
- alignment-row: [0, 1284, 1810, 1299]
- sequence-text: LDLIKEGERGLYTFYAENSDTKPPPHVEVLDYPPLVQVRNMTFVKIKNGTVNFTCQVQSYPAPQITWLHLLQRFSTLAT--EDYILLLNDDSHNYTVKNLTVEVEESTFFQLQLAQNFTFCVASNGITSTPRTVKVIVLP---------LKSDVEYLTSCRNCKGVADTQTSFSNK: [215, 846, 1424, 859]
- sequence-text: VVNGKIEKSSKIRLLVVEGQEKPVQVMVQPADNHVRIVGEPFFEVTCVVTAPSHKYDIKWVTFPTNVSKSNGKFDISGN--YIINDTLSIPAYTMEDSGNYTCAANN---SAGFKNASTMLKVYKSRCGVILTPVQA-----MNQEAAEGDSLKLQVHIEAYFKLLANHWENEMSLANKSIGR-KLNSNIDFKNNWYNNTLF: [215, 499, 1603, 512]
- species-label: marmoset CSF1R: [4, 782, 122, 799]
